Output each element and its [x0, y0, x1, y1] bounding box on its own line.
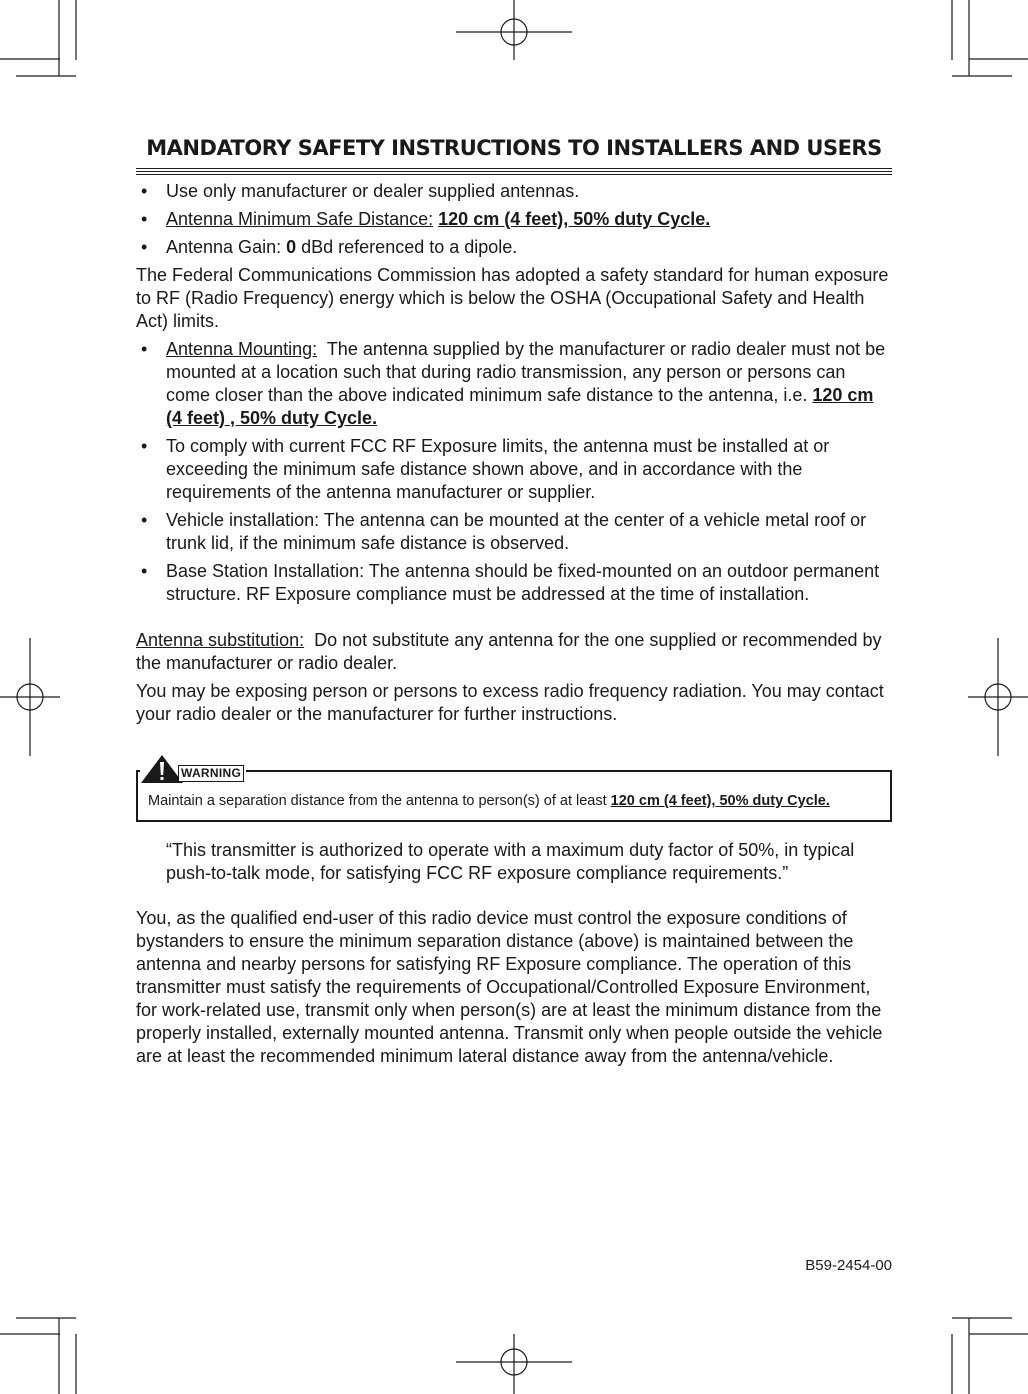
bullet-antenna-mounting: [136, 338, 892, 430]
title-rule-middle: [136, 171, 892, 172]
warning-header: [140, 754, 246, 784]
safe-distance-value: 120 cm (4 feet), 50% duty Cycle.: [438, 209, 711, 229]
fcc-paragraph: The Federal Communications Commission has adopted a safety standard for human exposure to RF (Radio Frequency) energy which is below the OSHA (Occupational Safety and Health Act) limits.: [136, 265, 889, 331]
title-rule-top: [136, 168, 892, 169]
bullet-text: Use only manufacturer or dealer supplied antennas.: [166, 181, 580, 201]
bullet-minimum-safe-distance: [136, 208, 892, 231]
antenna-substitution-text: Do not substitute any antenna for the one supplied or recommended by the manufacturer or radio dealer.: [136, 630, 882, 673]
bullet-dot: •: [141, 181, 148, 201]
warning-box: [136, 766, 892, 822]
antenna-substitution-label: Antenna substitution:: [136, 630, 305, 650]
duty-factor-quote: “This transmitter is authorized to operate with a maximum duty factor of 50%, in typical push-to-talk mode, for satisfying FCC RF exposure compliance requirements.”: [166, 840, 855, 883]
bullet-dot: •: [141, 561, 148, 581]
bullet-dot: •: [141, 209, 148, 229]
bullet-supplied-antennas: [136, 180, 892, 203]
antenna-substitution-paragraph: [136, 629, 892, 675]
bullet-text: To comply with current FCC RF Exposure limits, the antenna must be installed at or exceeding the minimum safe distance shown above, and in accordance with the requirements of the antenna manufacturer or supplier.: [166, 436, 830, 502]
bullet-dot: •: [141, 237, 148, 257]
antenna-mounting-value: 120 cm (4 feet) , 50% duty Cycle.: [166, 385, 874, 428]
bullet-text: Base Station Installation: The antenna should be fixed-mounted on an outdoor permanent structure. RF Exposure compliance must be addressed at the time of installation.: [166, 561, 880, 604]
end-user-paragraph: You, as the qualified end-user of this radio device must control the exposure conditions of bystanders to ensure the minimum separation distance (above) is maintained between the antenna and nearby persons for satisfying RF Exposure compliance. The operation of this transmitter must satisfy the requirements of Occupational/Controlled Exposure Environment, for work-related use, transmit only when person(s) are at least the minimum distance from the properly installed, externally mounted antenna. Transmit only when people outside the vehicle are at least the recommended minimum lateral distance away from the antenna/vehicle.: [136, 908, 883, 1066]
document-code: B59-2454-00: [805, 1257, 892, 1274]
warning-text: Maintain a separation distance from the antenna to person(s) of at least: [148, 793, 607, 809]
page-title: MANDATORY SAFETY INSTRUCTIONS TO INSTALLERS AND USERS: [146, 136, 882, 160]
antenna-gain-value: 0: [286, 237, 297, 257]
bullet-dot: •: [141, 436, 148, 456]
bullet-text: Vehicle installation: The antenna can be mounted at the center of a vehicle metal roof or trunk lid, if the minimum safe distance is observed.: [166, 510, 867, 553]
bullet-dot: •: [141, 510, 148, 530]
safe-distance-label: Antenna Minimum Safe Distance:: [166, 209, 434, 229]
bullet-vehicle-installation: [136, 509, 892, 555]
antenna-mounting-text: The antenna supplied by the manufacturer or radio dealer must not be mounted at a location such that during radio transmission, any person or persons can come closer than the above indicated minimum safe distance to the antenna, i.e.: [166, 339, 886, 405]
bullet-dot: •: [141, 339, 148, 359]
warning-label: WARNING: [178, 765, 244, 782]
antenna-mounting-label: Antenna Mounting:: [166, 339, 318, 359]
antenna-gain-unit: dBd referenced to a dipole.: [301, 237, 518, 257]
warning-value: 120 cm (4 feet), 50% duty Cycle.: [610, 793, 830, 809]
bullet-fcc-compliance: [136, 435, 892, 504]
document-body: [136, 180, 892, 1068]
exposure-paragraph: You may be exposing person or persons to excess radio frequency radiation. You may contact your radio dealer or the manufacturer for further instructions.: [136, 681, 884, 724]
bullet-antenna-gain: [136, 236, 892, 259]
antenna-gain-label: Antenna Gain:: [166, 237, 282, 257]
bullet-base-station: [136, 560, 892, 606]
title-rule-bottom: [136, 174, 892, 175]
